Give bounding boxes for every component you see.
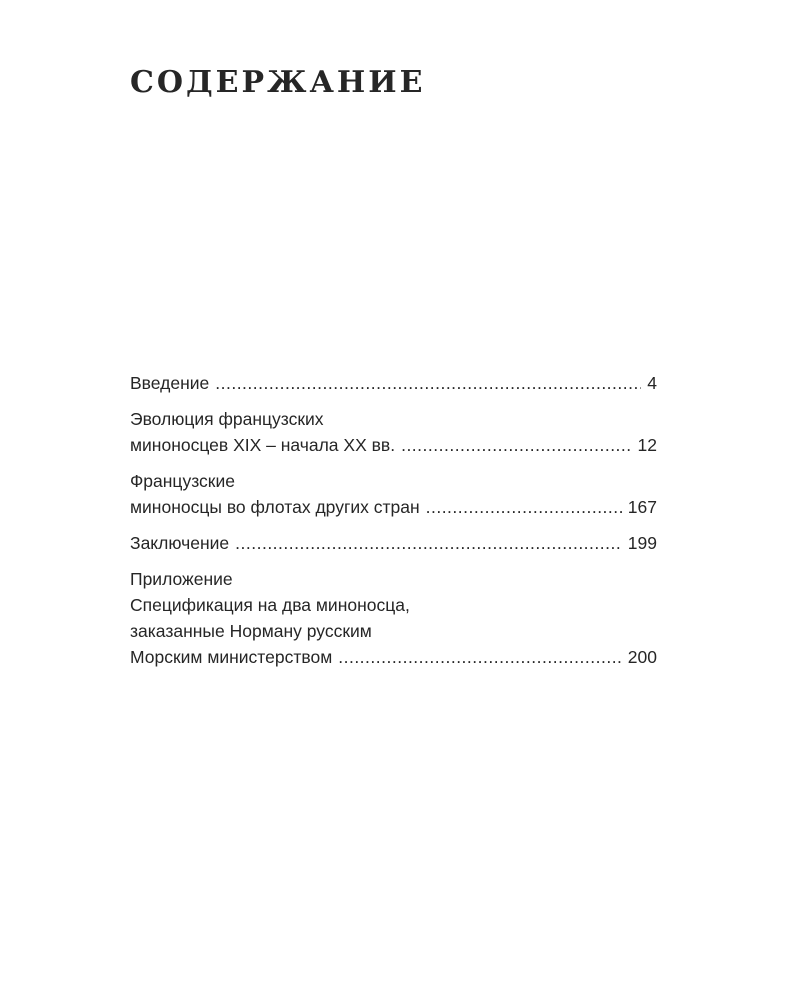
toc-entry-title-line: Эволюция французских <box>130 409 324 429</box>
dot-leader <box>426 494 622 520</box>
toc-entry-title-line: Французские <box>130 471 235 491</box>
toc-entry-line <box>130 494 657 520</box>
toc-page-number: 200 <box>627 647 657 667</box>
toc-entry-introduction[interactable] <box>130 370 657 396</box>
toc-entry-title-line: Спецификация на два миноносца, <box>130 595 410 615</box>
toc-entry-line <box>130 644 657 670</box>
toc-entry-title: миноносцы во флотах других стран <box>130 497 420 517</box>
toc-entry-line <box>130 370 657 396</box>
toc-entry-evolution[interactable] <box>130 406 657 458</box>
toc-entry-foreign-fleets[interactable] <box>130 468 657 520</box>
toc-entry-line <box>130 530 657 556</box>
toc-entry-line <box>130 432 657 458</box>
toc-page-number: 167 <box>627 497 657 517</box>
toc-entry-appendix[interactable] <box>130 566 657 670</box>
toc-page-number: 199 <box>627 533 657 553</box>
toc-entry-conclusion[interactable] <box>130 530 657 556</box>
toc-entry-title-line: Приложение <box>130 569 233 589</box>
toc-entry-title-line: заказанные Норману русским <box>130 621 372 641</box>
toc-entry-title: Заключение <box>130 533 230 553</box>
dot-leader <box>338 644 622 670</box>
table-of-contents <box>130 370 657 680</box>
toc-page-number: 4 <box>647 373 657 393</box>
dot-leader <box>401 432 631 458</box>
toc-entry-title: миноносцев XIX – начала XX вв. <box>130 435 396 455</box>
toc-entry-title: Введение <box>130 373 210 393</box>
page-title: СОДЕРЖАНИЕ <box>130 65 426 100</box>
dot-leader <box>215 370 641 396</box>
toc-page-number: 12 <box>637 435 657 455</box>
toc-entry-title: Морским министерством <box>130 647 333 667</box>
dot-leader <box>235 530 622 556</box>
